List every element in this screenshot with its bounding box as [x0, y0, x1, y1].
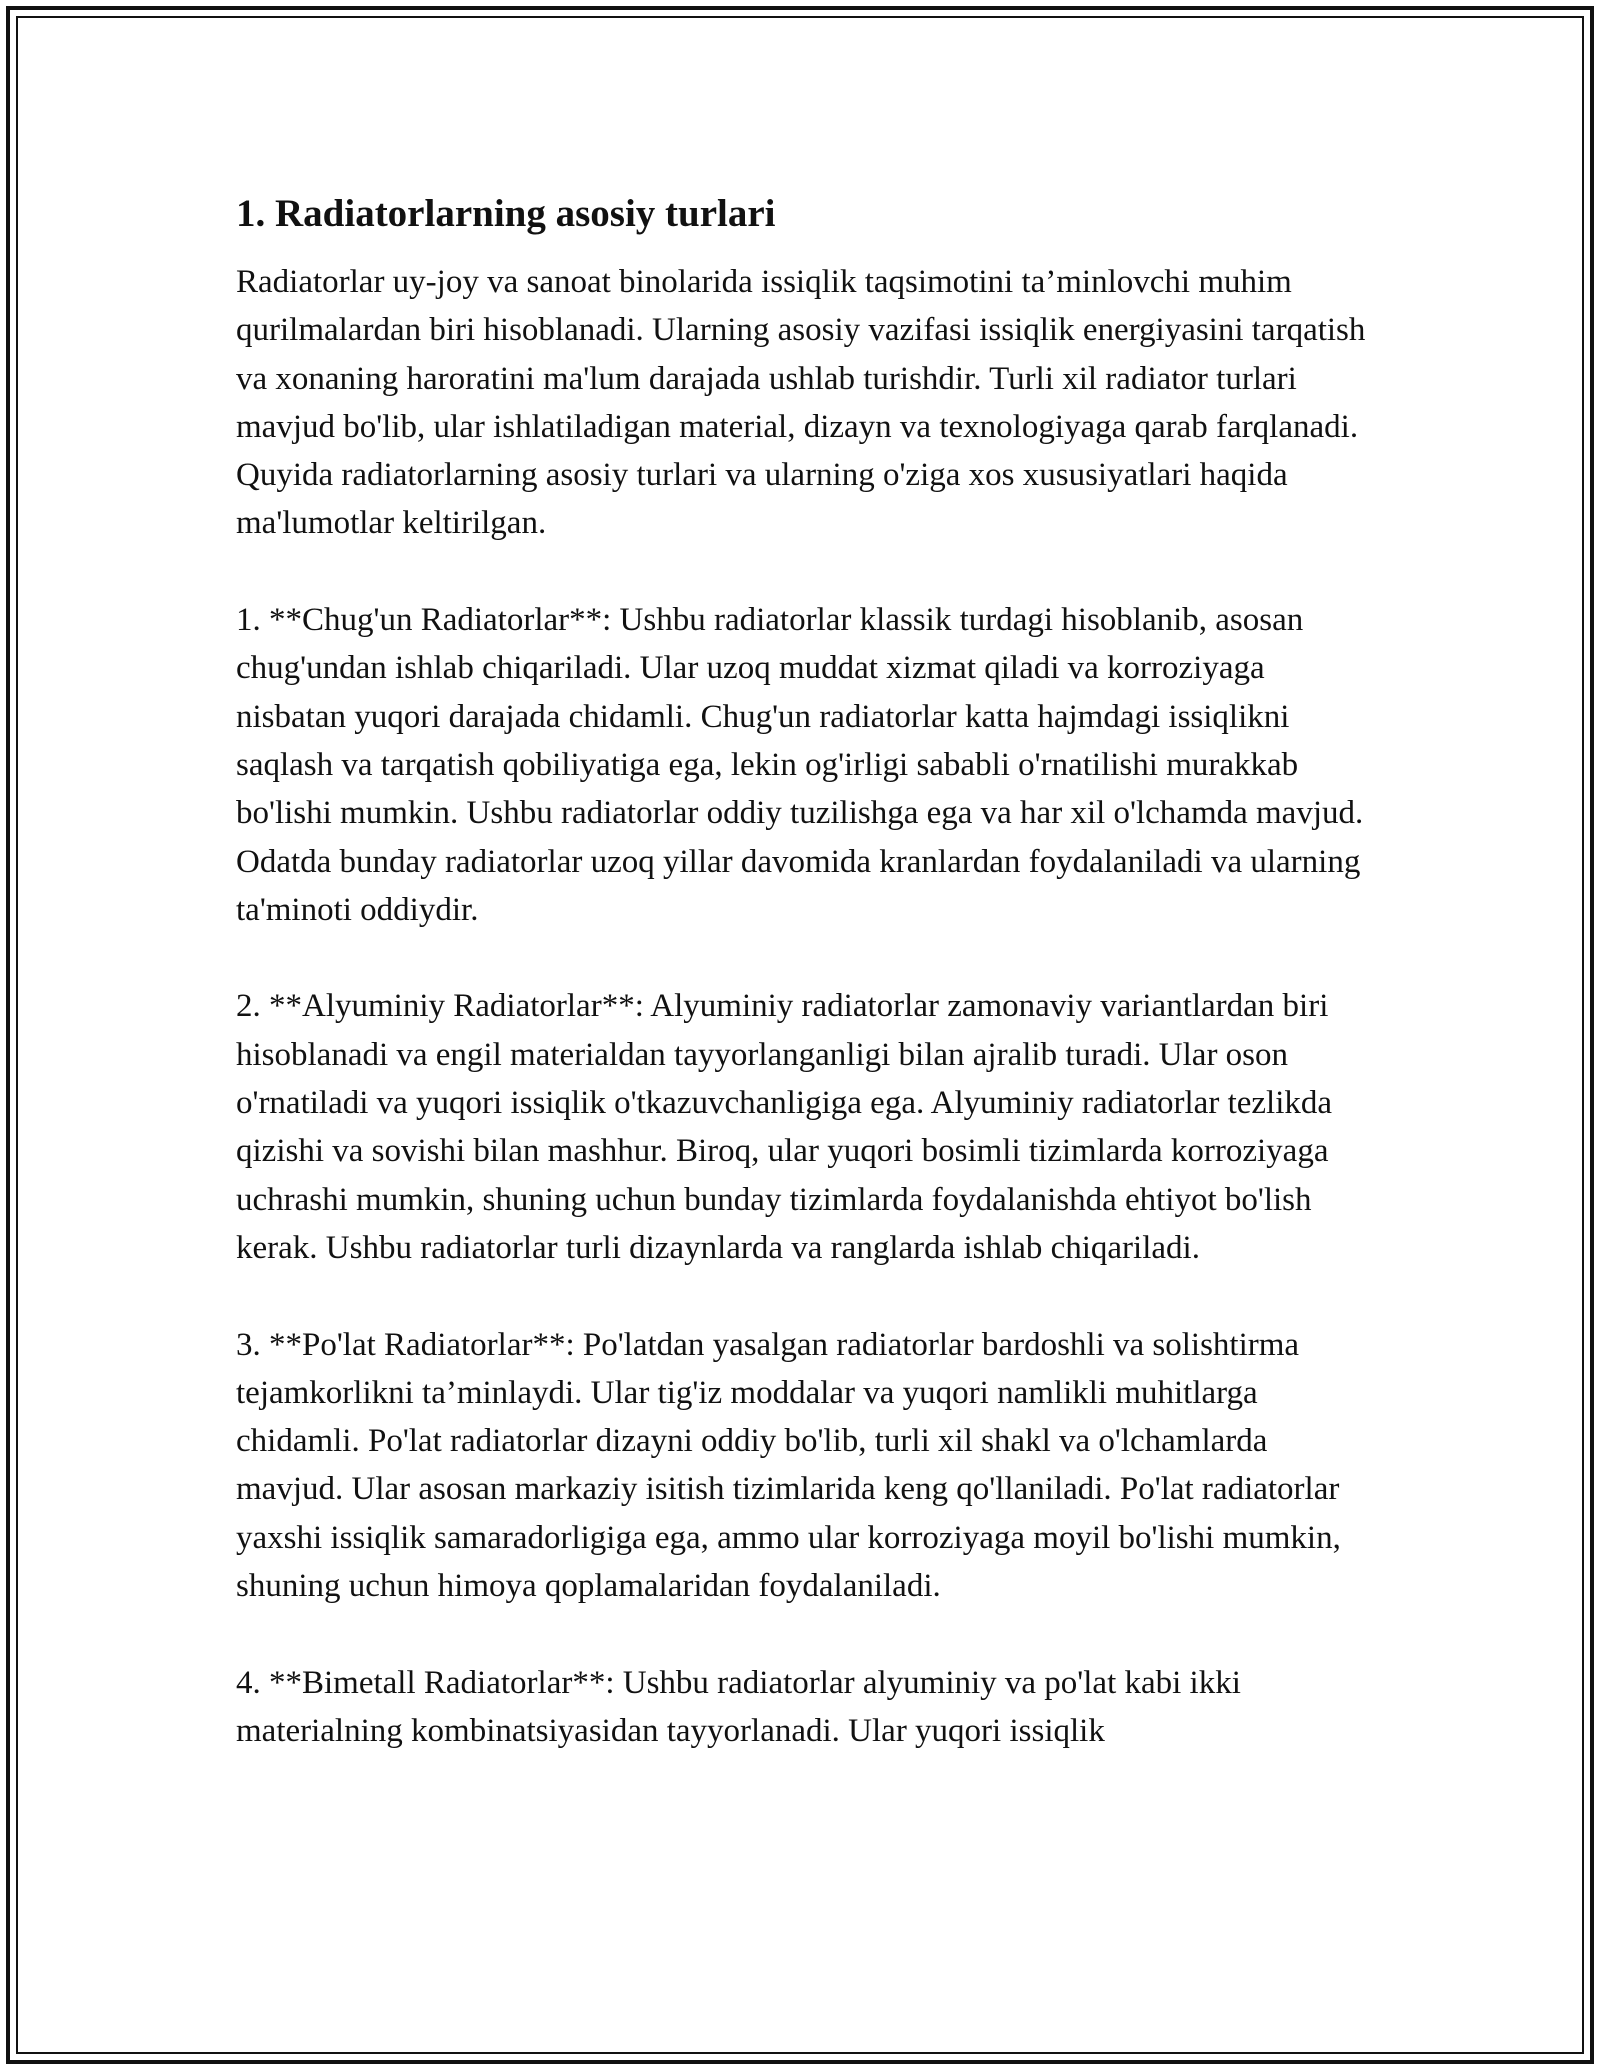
cast-iron-radiators-paragraph: 1. **Chug'un Radiatorlar**: Ushbu radiatorlar klassik turdagi hisoblanib, asosan chug'undan ishlab chiqariladi. Ular uzoq muddat xizmat qiladi va korroziyaga nisbatan yuqori darajada chidamli. Chug'un radiatorlar katta hajmdagi issiqlikni saqlash va tarqatish qobiliyatiga ega, lekin og'irligi sababli o'rnatilishi murakkab bo'lishi mumkin. Ushbu radiatorlar oddiy tuzilishga ega va har xil o'lchamda mavjud. Odatda bunday radiatorlar uzoq yillar davomida kranlardan foydalaniladi va ularning ta'minoti oddiydir.	[236, 602, 1364, 928]
aluminum-radiators-paragraph: 2. **Alyuminiy Radiatorlar**: Alyuminiy radiatorlar zamonaviy variantlardan biri hisoblanadi va engil materialdan tayyorlanganligi bilan ajralib turadi. Ular oson o'rnatiladi va yuqori issiqlik o'tkazuvchanligiga ega. Alyuminiy radiatorlar tezlikda qizishi va sovishi bilan mashhur. Biroq, ular yuqori bosimli tizimlarda korroziyaga uchrashi mumkin, shuning uchun bunday tizimlarda foydalanishda ehtiyot bo'lish kerak. Ushbu radiatorlar turli dizaynlarda va ranglarda ishlab chiqariladi.	[236, 988, 1333, 1266]
intro-paragraph: Radiatorlar uy-joy va sanoat binolarida issiqlik taqsimotini ta’minlovchi muhim qurilmalardan biri hisoblanadi. Ularning asosiy vazifasi issiqlik energiyasini tarqatish va xonaning haroratini ma'lum darajada ushlab turishdir. Turli xil radiator turlari mavjud bo'lib, ular ishlatiladigan material, dizayn va texnologiyaga qarab farqlanadi. Quyida radiatorlarning asosiy turlari va ularning o'ziga xos xususiyatlari haqida ma'lumotlar keltirilgan.	[236, 264, 1366, 542]
steel-radiators-paragraph: 3. **Po'lat Radiatorlar**: Po'latdan yasalgan radiatorlar bardoshli va solishtirma tejamkorlikni ta’minlaydi. Ular tig'iz moddalar va yuqori namlikli muhitlarga chidamli. Po'lat radiatorlar dizayni oddiy bo'lib, turli xil shakl va o'lchamlarda mavjud. Ular asosan markaziy isitish tizimlarida keng qo'llaniladi. Po'lat radiatorlar yaxshi issiqlik samaradorligiga ega, ammo ular korroziyaga moyil bo'lishi mumkin, shuning uchun himoya qoplamalaridan foydalaniladi.	[236, 1326, 1341, 1605]
document-body	[236, 188, 1366, 1755]
bimetal-radiators-paragraph: 4. **Bimetall Radiatorlar**: Ushbu radiatorlar alyuminiy va po'lat kabi ikki materialning kombinatsiyasidan tayyorlanadi. Ular yuqori issiqlik	[236, 1664, 1241, 1749]
section-heading: 1. Radiatorlarning asosiy turlari	[236, 192, 776, 235]
